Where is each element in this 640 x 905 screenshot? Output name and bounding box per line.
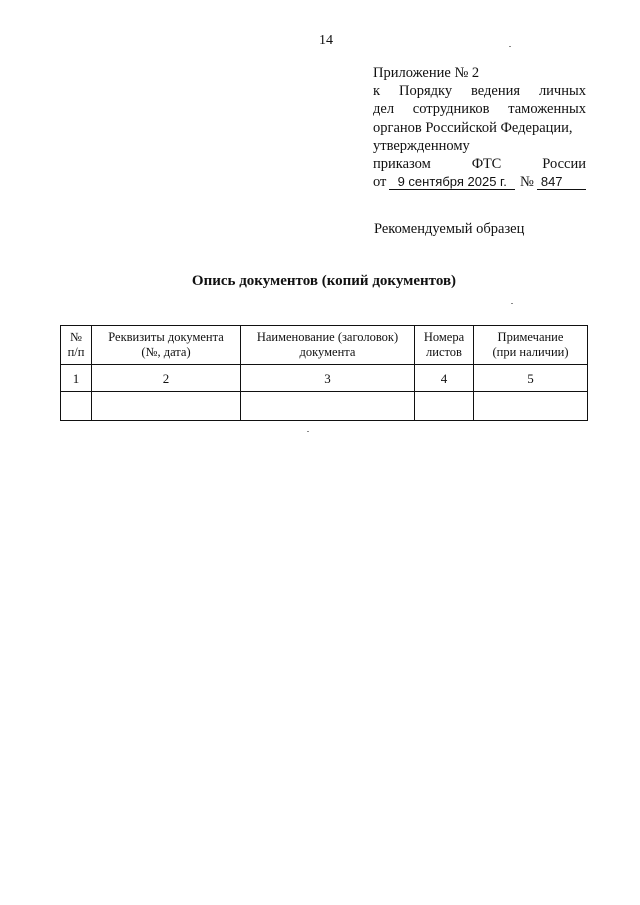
header-cell-sheets: Номера листов (415, 326, 474, 365)
appendix-word: России (542, 156, 586, 173)
table-cell-empty (241, 392, 415, 421)
table-cell-empty (415, 392, 474, 421)
document-title: Опись документов (копий документов) (191, 273, 457, 289)
appendix-title: Приложение № 2 (373, 65, 480, 81)
appendix-word: дел (373, 101, 395, 118)
table-cell: 1 (61, 365, 92, 392)
appendix-word: к (373, 83, 381, 100)
sample-label: Рекомендуемый образец (374, 221, 525, 237)
table-row-blank (61, 392, 588, 421)
page-number: 14 (319, 33, 333, 48)
document-register-table (60, 325, 588, 421)
appendix-word: Порядку (398, 83, 453, 100)
appendix-word: таможенных (508, 101, 586, 118)
table-cell-empty (61, 392, 92, 421)
appendix-line-6 (373, 155, 586, 173)
order-reference (373, 173, 586, 191)
table-header-row (61, 326, 588, 365)
scan-speck (509, 46, 511, 47)
table-cell: 5 (474, 365, 588, 392)
table-cell: 2 (92, 365, 241, 392)
appendix-line-4: органов Российской Федерации, (373, 119, 573, 136)
appendix-word: приказом (373, 156, 431, 173)
order-number: 847 (537, 174, 586, 190)
header-cell-number: № п/п (61, 326, 92, 365)
table-index-row (61, 365, 588, 392)
table-cell-empty (92, 392, 241, 421)
scan-speck (307, 431, 309, 432)
appendix-word: сотрудников (412, 101, 490, 118)
table-cell: 4 (415, 365, 474, 392)
header-cell-note: Примечание (при наличии) (474, 326, 588, 365)
appendix-word: личных (538, 83, 586, 100)
appendix-word: ведения (471, 83, 521, 100)
scan-speck (511, 303, 513, 304)
appendix-word: ФТС (471, 156, 502, 173)
order-prefix: от (373, 174, 387, 191)
order-date: 9 сентября 2025 г. (389, 174, 515, 190)
order-number-sign: № (520, 174, 534, 191)
header-cell-name: Наименование (заголовок) документа (241, 326, 415, 365)
appendix-block (373, 64, 586, 191)
appendix-line-5: утвержденному (373, 137, 470, 154)
table-cell: 3 (241, 365, 415, 392)
table-cell-empty (474, 392, 588, 421)
appendix-line-2 (373, 82, 586, 100)
header-cell-requisites: Реквизиты документа (№, дата) (92, 326, 241, 365)
appendix-line-3 (373, 100, 586, 118)
